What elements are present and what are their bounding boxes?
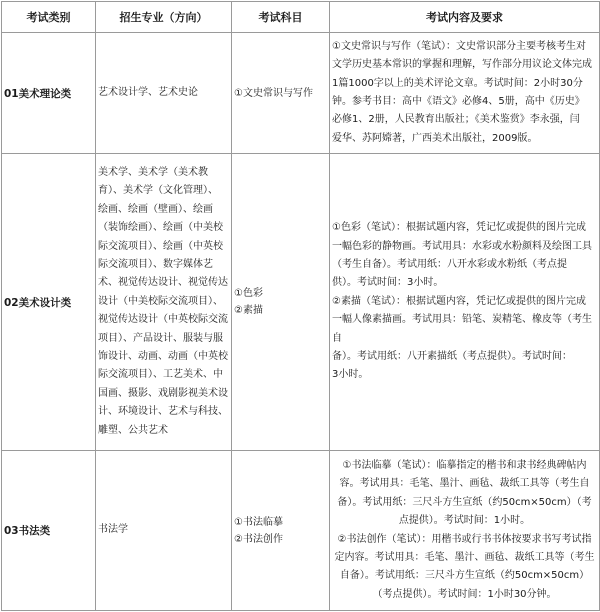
major-line: 视觉传达设计（中英校际交流 xyxy=(98,314,228,326)
major-line: 际交流项目）、工艺美术、中 xyxy=(98,369,223,381)
subject-line: ①书法临摹 xyxy=(234,516,283,528)
subject-line: ②素描 xyxy=(234,305,263,316)
major-line: 际交流项目）、数字媒体艺 xyxy=(98,258,213,270)
detail-line: 定内容。考试用具：毛笔、墨汁、画毡、裁纸工具等（考生 xyxy=(334,551,595,563)
header-major: 招生专业（方向） xyxy=(96,2,232,33)
detail-line: ①色彩（笔试）：根据试题内容，凭记忆或提供的图片完成 xyxy=(332,222,586,234)
detail-line: 自备）。考试用纸：三尺斗方生宣纸（约50cm×50cm） xyxy=(339,570,590,582)
major-line: 育）、美术学（文化管理）、 xyxy=(98,185,218,197)
major-cell xyxy=(96,154,232,451)
detail-line: 3小时。 xyxy=(332,369,369,381)
major-line: 术、视觉传达设计、视觉传达 xyxy=(98,277,228,289)
major-line: 饰设计、动画、动画（中英校 xyxy=(98,351,228,363)
detail-line: 钟。参考书目：高中《语文》必修4、5册，高中《历史》 xyxy=(332,96,585,107)
table-header-row xyxy=(2,2,600,33)
detail-line: 容。考试用具：毛笔、墨汁、画毡、裁纸工具等（考生自 xyxy=(339,478,590,490)
subject-cell xyxy=(232,451,330,611)
major-cell xyxy=(96,33,232,154)
detail-line: 供）。考试时间：3小时。 xyxy=(332,277,444,289)
header-subject: 考试科目 xyxy=(232,2,330,33)
detail-line: （考点提供）。考试时间：1小时30分钟。 xyxy=(372,588,557,600)
major-line: 绘画、绘画（壁画）、绘画 xyxy=(98,203,213,215)
table-row xyxy=(2,154,600,451)
table-row xyxy=(2,33,600,154)
major-line: 美术学、美术学（美术教 xyxy=(98,166,208,178)
detail-line: 备）。考试用纸：八开素描纸（考点提供）。考试时间： xyxy=(332,351,572,363)
major-line: 雕塑、公共艺术 xyxy=(98,424,168,436)
category-cell: 01美术理论类 xyxy=(2,33,96,154)
detail-line: 必修1、2册，人民教育出版社；《美术鉴赏》李永强，闫 xyxy=(332,114,580,126)
detail-line: 点提供）。考试时间：1小时。 xyxy=(398,515,531,527)
major-line: 国画、摄影、戏剧影视美术设 xyxy=(98,387,228,399)
detail-line: 爱华、苏阿嫦著，广西美术出版社，2009版。 xyxy=(332,132,538,144)
detail-line: 一幅人像素描画。考试用具：铅笔、炭精笔、橡皮等（考生自 xyxy=(332,314,592,344)
subject-cell xyxy=(232,154,330,451)
major-line: 艺术设计学、艺术史论 xyxy=(98,86,198,98)
major-line: 际交流项目）、绘画（中英校 xyxy=(98,240,223,252)
detail-line: ①书法临摹（笔试）：临摹指定的楷书和隶书经典碑帖内 xyxy=(342,459,587,471)
details-cell xyxy=(330,154,600,451)
category-cell: 03书法类 xyxy=(2,451,96,611)
major-line: 计、环境设计、艺术与科技、 xyxy=(98,406,228,418)
details-cell xyxy=(330,451,600,611)
detail-line: ①文史常识与写作（笔试）：文史常识部分主要考核考生对 xyxy=(332,40,586,52)
subject-cell xyxy=(232,33,330,154)
category-cell: 02美术设计类 xyxy=(2,154,96,451)
detail-line: 一幅色彩的静物画。考试用具：水彩或水粉颜料及绘图工具 xyxy=(332,240,592,252)
detail-line: 1篇1000字以上的美术评论文章。考试时间：2小时30分 xyxy=(332,77,583,89)
major-line: 设计（中美校际交流项目）、 xyxy=(98,295,223,307)
subject-line: ②书法创作 xyxy=(234,533,283,545)
subject-line: ①文史常识与写作 xyxy=(234,87,313,99)
table-row xyxy=(2,451,600,611)
exam-table xyxy=(1,1,600,611)
major-line: 书法学 xyxy=(98,524,128,536)
header-details: 考试内容及要求 xyxy=(330,2,600,33)
detail-line: ②素描（笔试）：根据试题内容，凭记忆或提供的图片完成 xyxy=(332,295,586,307)
detail-line: 备）。考试用纸：三尺斗方生宣纸（约50cm×50cm）（考 xyxy=(337,496,592,508)
detail-line: 文学历史基本常识的掌握和理解，写作部分用议论文体完成 xyxy=(332,59,592,71)
header-category: 考试类别 xyxy=(2,2,96,33)
major-cell xyxy=(96,451,232,611)
major-line: （装饰绘画）、绘画（中美校 xyxy=(98,222,223,234)
major-line: 项目）、产品设计、服装与服 xyxy=(98,332,223,344)
detail-line: ②书法创作（笔试）：用楷书或行书书体按要求书写考试指 xyxy=(337,533,592,545)
details-cell xyxy=(330,33,600,154)
detail-line: （考生自备）。考试用纸：八开水彩或水粉纸（考点提 xyxy=(332,258,567,270)
subject-line: ①色彩 xyxy=(234,288,263,299)
